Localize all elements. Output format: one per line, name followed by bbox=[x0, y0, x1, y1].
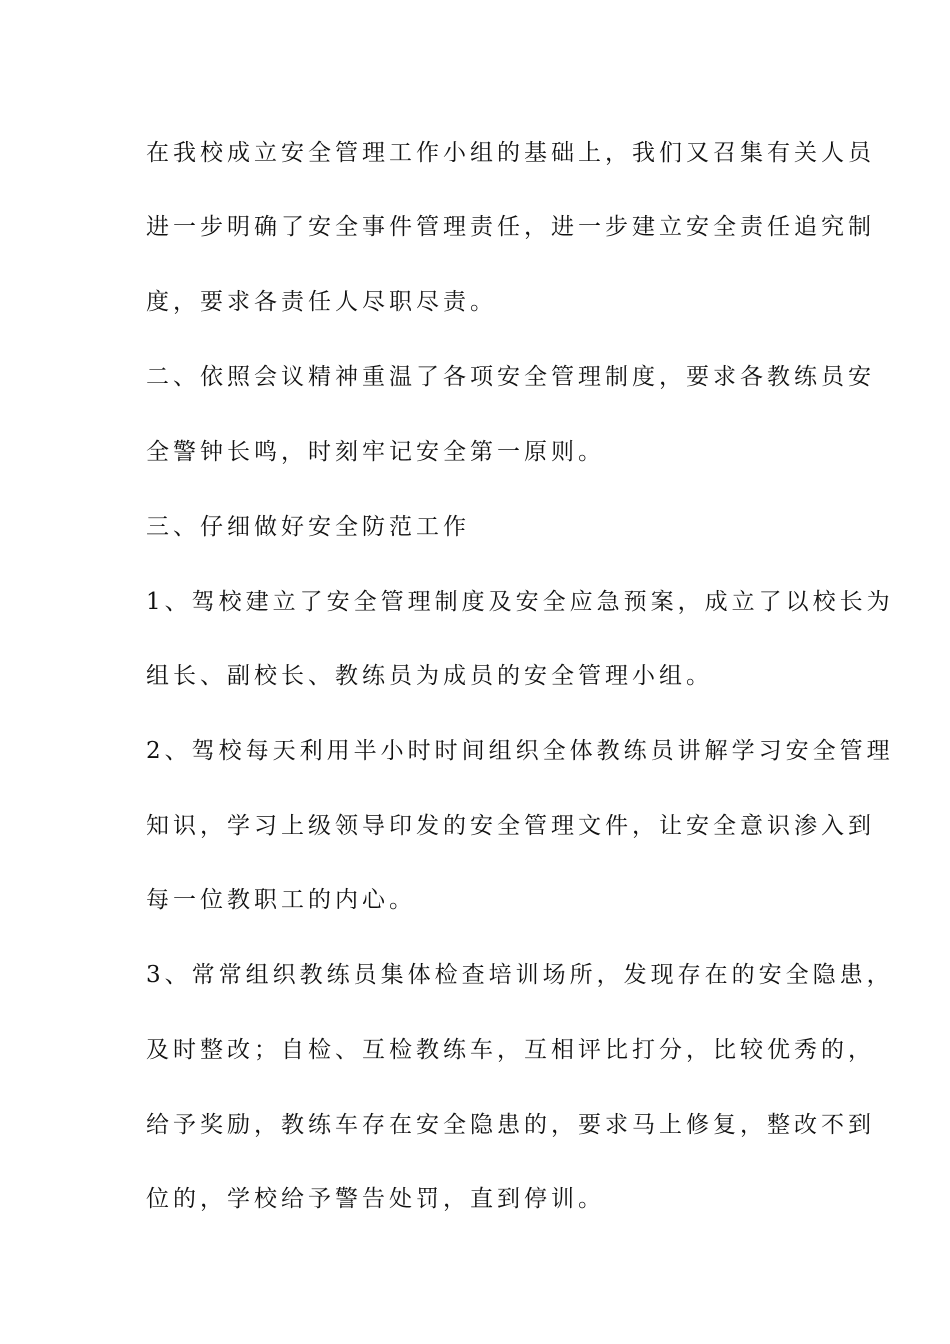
text-line: 度，要求各责任人尽职尽责。 bbox=[146, 289, 497, 315]
text-line: 位的，学校给予警告处罚，直到停训。 bbox=[146, 1186, 605, 1212]
text-line: 1、驾校建立了安全管理制度及安全应急预案，成立了以校长为 bbox=[146, 589, 894, 615]
text-line: 进一步明确了安全事件管理责任，进一步建立安全责任追究制 bbox=[146, 214, 875, 240]
text-line: 及时整改；自检、互检教练车，互相评比打分，比较优秀的， bbox=[146, 1037, 875, 1063]
text-line: 3、常常组织教练员集体检查培训场所，发现存在的安全隐患， bbox=[146, 962, 894, 988]
text-line: 二、依照会议精神重温了各项安全管理制度，要求各教练员安 bbox=[146, 364, 875, 390]
section-heading: 三、仔细做好安全防范工作 bbox=[146, 514, 470, 540]
text-line: 全警钟长鸣，时刻牢记安全第一原则。 bbox=[146, 439, 605, 465]
text-line: 给予奖励，教练车存在安全隐患的，要求马上修复，整改不到 bbox=[146, 1112, 875, 1138]
text-line: 每一位教职工的内心。 bbox=[146, 887, 416, 913]
text-line: 组长、副校长、教练员为成员的安全管理小组。 bbox=[146, 663, 713, 689]
text-line: 2、驾校每天利用半小时时间组织全体教练员讲解学习安全管理 bbox=[146, 738, 894, 764]
text-line: 知识，学习上级领导印发的安全管理文件，让安全意识渗入到 bbox=[146, 813, 875, 839]
text-line: 在我校成立安全管理工作小组的基础上，我们又召集有关人员 bbox=[146, 140, 875, 166]
